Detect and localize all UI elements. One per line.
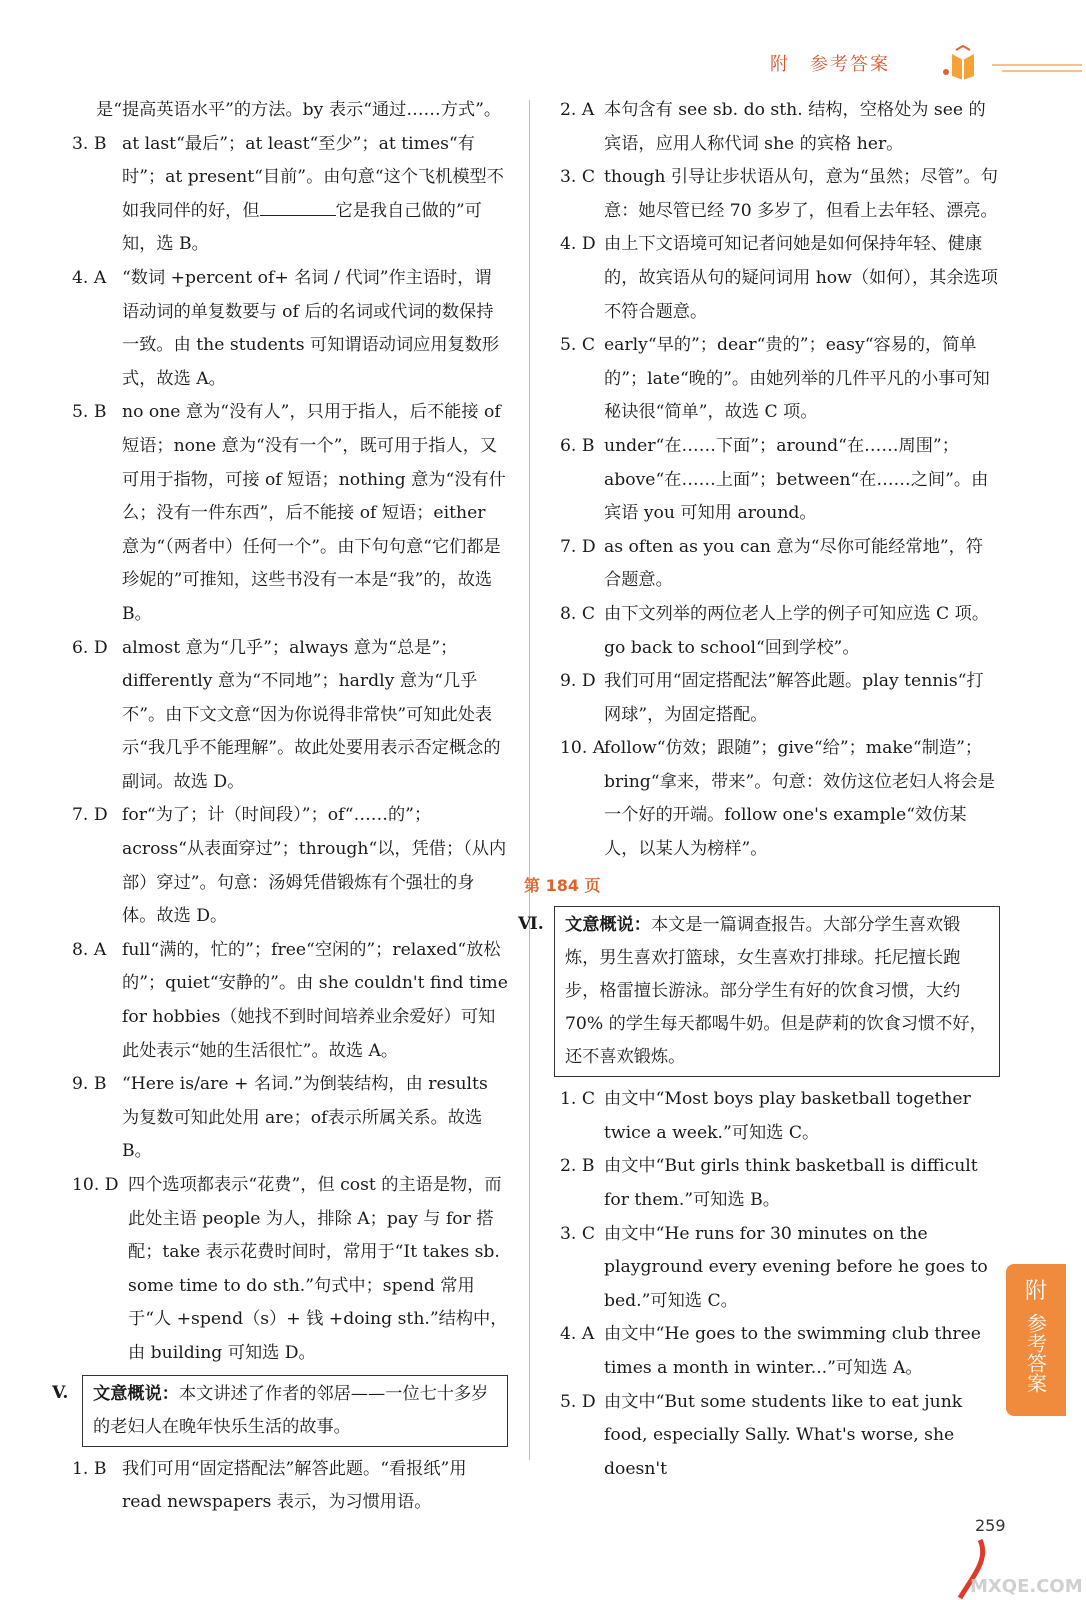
- side-tab-title: 附: [1024, 1279, 1047, 1304]
- answer-item: [72, 632, 508, 800]
- section-roman: V.: [52, 1382, 69, 1403]
- answer-text: 由上下文语境可知记者问她是如何保持年轻、健康的，故宾语从句的疑问词用 how（如何），其余选项不符合题意。: [604, 234, 998, 322]
- answers-side-tab: [1006, 1264, 1066, 1416]
- svg-text:MXQE.COM: MXQE.COM: [970, 1576, 1083, 1597]
- page-header: [770, 44, 1086, 84]
- answer-item: [72, 1068, 508, 1169]
- answer-item: [72, 128, 508, 262]
- answer-item: [560, 1150, 1000, 1217]
- answer-number: 10. D: [72, 1175, 119, 1195]
- answer-text: “Here is/are + 名词.”为倒装结构，由 results 为复数可知此处用 are；of表示所属关系。故选B。: [122, 1074, 488, 1162]
- answer-item: [72, 1169, 508, 1371]
- answer-text: early“早的”；dear“贵的”；easy“容易的，简单的”；late“晚的”。由她列举的几件平凡的小事可知秘诀很“简单”，故选 C 项。: [604, 335, 990, 423]
- answer-item: [560, 665, 1000, 732]
- answer-number: 2. A: [560, 100, 595, 120]
- answer-text: 由文中“But some students like to eat junk food, especially Sally. What's worse, she doesn't: [604, 1391, 963, 1479]
- watermark-logo-icon: [950, 1520, 1086, 1600]
- answer-text: 由文中“Most boys play basketball together twice a week.”可知选 C。: [604, 1089, 971, 1143]
- answer-item: [72, 1453, 508, 1520]
- summary-text: 本文讲述了作者的邻居——一位七十多岁的老妇人在晚年快乐生活的故事。: [93, 1383, 489, 1437]
- intro-text: 是“提高英语水平”的方法。by 表示“通过……方式”。: [96, 100, 502, 120]
- answer-item: [560, 531, 1000, 598]
- column-divider: [529, 100, 530, 1460]
- section-label: 附 参考答案: [770, 54, 890, 75]
- answer-text: almost 意为“几乎”；always 意为“总是”；differently 意为“不同地”；hardly 意为“几乎不”。由下文文意“因为你说得非常快”可知此处表示“我几乎不能理解”。故此处要用表示否定概念的副词。故选 D。: [122, 637, 501, 792]
- answer-number: 4. A: [72, 267, 107, 288]
- answer-text: 由文中“He runs for 30 minutes on the playground every evening before he goes to bed.”可知选 C。: [604, 1223, 988, 1311]
- answer-item: [560, 161, 1000, 228]
- answer-number: 3. C: [560, 1223, 596, 1244]
- answer-text: 四个选项都表示“花费”，但 cost 的主语是物，而此处主语 people 为人，排除 A；pay 与 for 搭配；take 表示花费时间时，常用于“It takes sb. some time to do sth.”句式中；spend 常用于“人 +spend（s）+ 钱 +doing sth.”结构中，由 building 可知选 D。: [128, 1175, 508, 1363]
- answer-text: 由下文列举的两位老人上学的例子可知应选 C 项。go back to school“回到学校”。: [604, 603, 990, 658]
- answer-text: under“在……下面”；around“在……周围”；above“在……上面”；between“在……之间”。由宾语 you 可知用 around。: [604, 435, 989, 524]
- page-heading: 第 184 页: [524, 875, 601, 895]
- answer-number: 9. D: [560, 671, 596, 692]
- answer-item: [560, 228, 1000, 329]
- answer-text-cont: 它是我自己做的”可知，选 B。: [122, 200, 482, 255]
- answer-item: [72, 396, 508, 631]
- answer-item: [560, 329, 1000, 430]
- answer-number: 3. B: [72, 133, 107, 154]
- answer-number: 8. A: [72, 939, 107, 960]
- summary-box: [554, 906, 1000, 1077]
- answer-number: 7. D: [560, 536, 596, 557]
- answer-number: 6. B: [560, 435, 595, 456]
- answer-item: [560, 1386, 1000, 1487]
- answer-item: [560, 1083, 1000, 1150]
- summary-label: 文意概说：: [93, 1383, 179, 1404]
- answer-item: [72, 799, 508, 933]
- summary-text: 本文是一篇调查报告。大部分学生喜欢锻炼，男生喜欢打篮球，女生喜欢打排球。托尼擅长跑步，格雷擅长游泳。部分学生有好的饮食习惯，大约 70% 的学生每天都喝牛奶。但是萨莉的饮食习惯不好，还不喜欢锻炼。: [565, 915, 987, 1068]
- answer-number: 1. C: [560, 1089, 596, 1110]
- answer-text: no one 意为“没有人”，只用于指人，后不能接 of 短语；none 意为“没有一个”，既可用于指人，又可用于指物，可接 of 短语；nothing 意为“没有什么；没有一件东西”，后不能接 of 短语；either 意为“（两者中）任何一个”。由下句句意“它们都是珍妮的”可推知，这些书没有一本是“我”的，故选 B。: [122, 402, 506, 624]
- answer-text: for“为了；计（时间段）”；of“……的”；across“从表面穿过”；through“以，凭借；（从内部）穿过”。句意：汤姆凭借锻炼有个强壮的身体。故选 D。: [122, 805, 507, 927]
- summary-label: 文意概说：: [565, 915, 651, 936]
- answer-item: [560, 732, 1000, 866]
- section-6: [518, 906, 1000, 1077]
- answer-text: “数词 +percent of+ 名词 / 代词”作主语时，谓语动词的单复数要与 of 后的名词或代词的数保持一致。由 the students 可知谓语动词应用复数形式，故选 A。: [122, 267, 500, 389]
- answer-text-wrap: [98, 128, 508, 262]
- summary-box: [82, 1375, 508, 1447]
- answer-number: 5. C: [560, 335, 596, 356]
- answer-item: [560, 1218, 1000, 1319]
- answer-number: 6. D: [72, 637, 108, 658]
- answer-number: 8. C: [560, 603, 596, 624]
- answer-text: though 引导让步状语从句，意为“虽然；尽管”。句意：她尽管已经 70 多岁了，但看上去年轻、漂亮。: [604, 167, 998, 221]
- side-tab-label: 参考答案: [1023, 1313, 1048, 1393]
- left-column: [52, 94, 508, 1520]
- answer-text: 我们可用“固定搭配法”解答此题。“看报纸”用 read newspapers 表示，为习惯用语。: [122, 1458, 467, 1513]
- answer-item: [560, 1318, 1000, 1385]
- page-number: 259: [975, 1516, 1006, 1535]
- answer-number: 10. A: [560, 738, 606, 759]
- answer-text: 我们可用“固定搭配法”解答此题。play tennis“打网球”，为固定搭配。: [604, 671, 984, 725]
- answer-number: 5. D: [560, 1391, 596, 1412]
- answer-item: [560, 598, 1000, 665]
- answer-number: 1. B: [72, 1458, 107, 1479]
- answer-number: 3. C: [560, 167, 596, 188]
- answer-text: as often as you can 意为“尽你可能经常地”，符合题意。: [604, 536, 984, 591]
- section-roman: Ⅵ.: [518, 914, 544, 935]
- answer-number: 4. A: [560, 1324, 595, 1345]
- section-5: [52, 1375, 508, 1447]
- answer-number: 4. D: [560, 234, 596, 255]
- answer-item: [72, 262, 508, 396]
- answer-number: 9. B: [72, 1074, 107, 1095]
- answer-text: follow“仿效；跟随”；give“给”；make“制造”；bring“拿来，带来”。句意：效仿这位老妇人将会是一个好的开端。follow one's example“效仿某人，以某人为榜样”。: [604, 738, 995, 860]
- book-logo-icon: [938, 44, 988, 82]
- answer-text: full“满的，忙的”；free“空闲的”；relaxed“放松的”；quiet“安静的”。由 she couldn't find time for hobbies（她找不到时间培养业余爱好）可知此处表示“她的生活很忙”。故选 A。: [122, 939, 508, 1061]
- answer-text: 由文中“He goes to the swimming club three times a month in winter...”可知选 A。: [604, 1324, 981, 1378]
- answer-item: [560, 94, 1000, 161]
- answer-text: 本句含有 see sb. do sth. 结构，空格处为 see 的宾语，应用人称代词 she 的宾格 her。: [604, 100, 986, 154]
- answer-item: [560, 430, 1000, 531]
- answer-number: 2. B: [560, 1156, 595, 1177]
- answer-text: at last“最后”；at least“至少”；at times“有时”；at present“目前”。由句意“这个飞机模型不如我同伴的好，但: [122, 133, 504, 221]
- answer-number: 7. D: [72, 805, 108, 826]
- right-column: [518, 94, 1000, 1486]
- fill-blank: [260, 197, 336, 216]
- answer-text: 由文中“But girls think basketball is difficult for them.”可知选 B。: [604, 1156, 978, 1211]
- answer-item: [72, 934, 508, 1068]
- answer-number: 5. B: [72, 402, 107, 423]
- decor-lines-icon: [992, 62, 1082, 76]
